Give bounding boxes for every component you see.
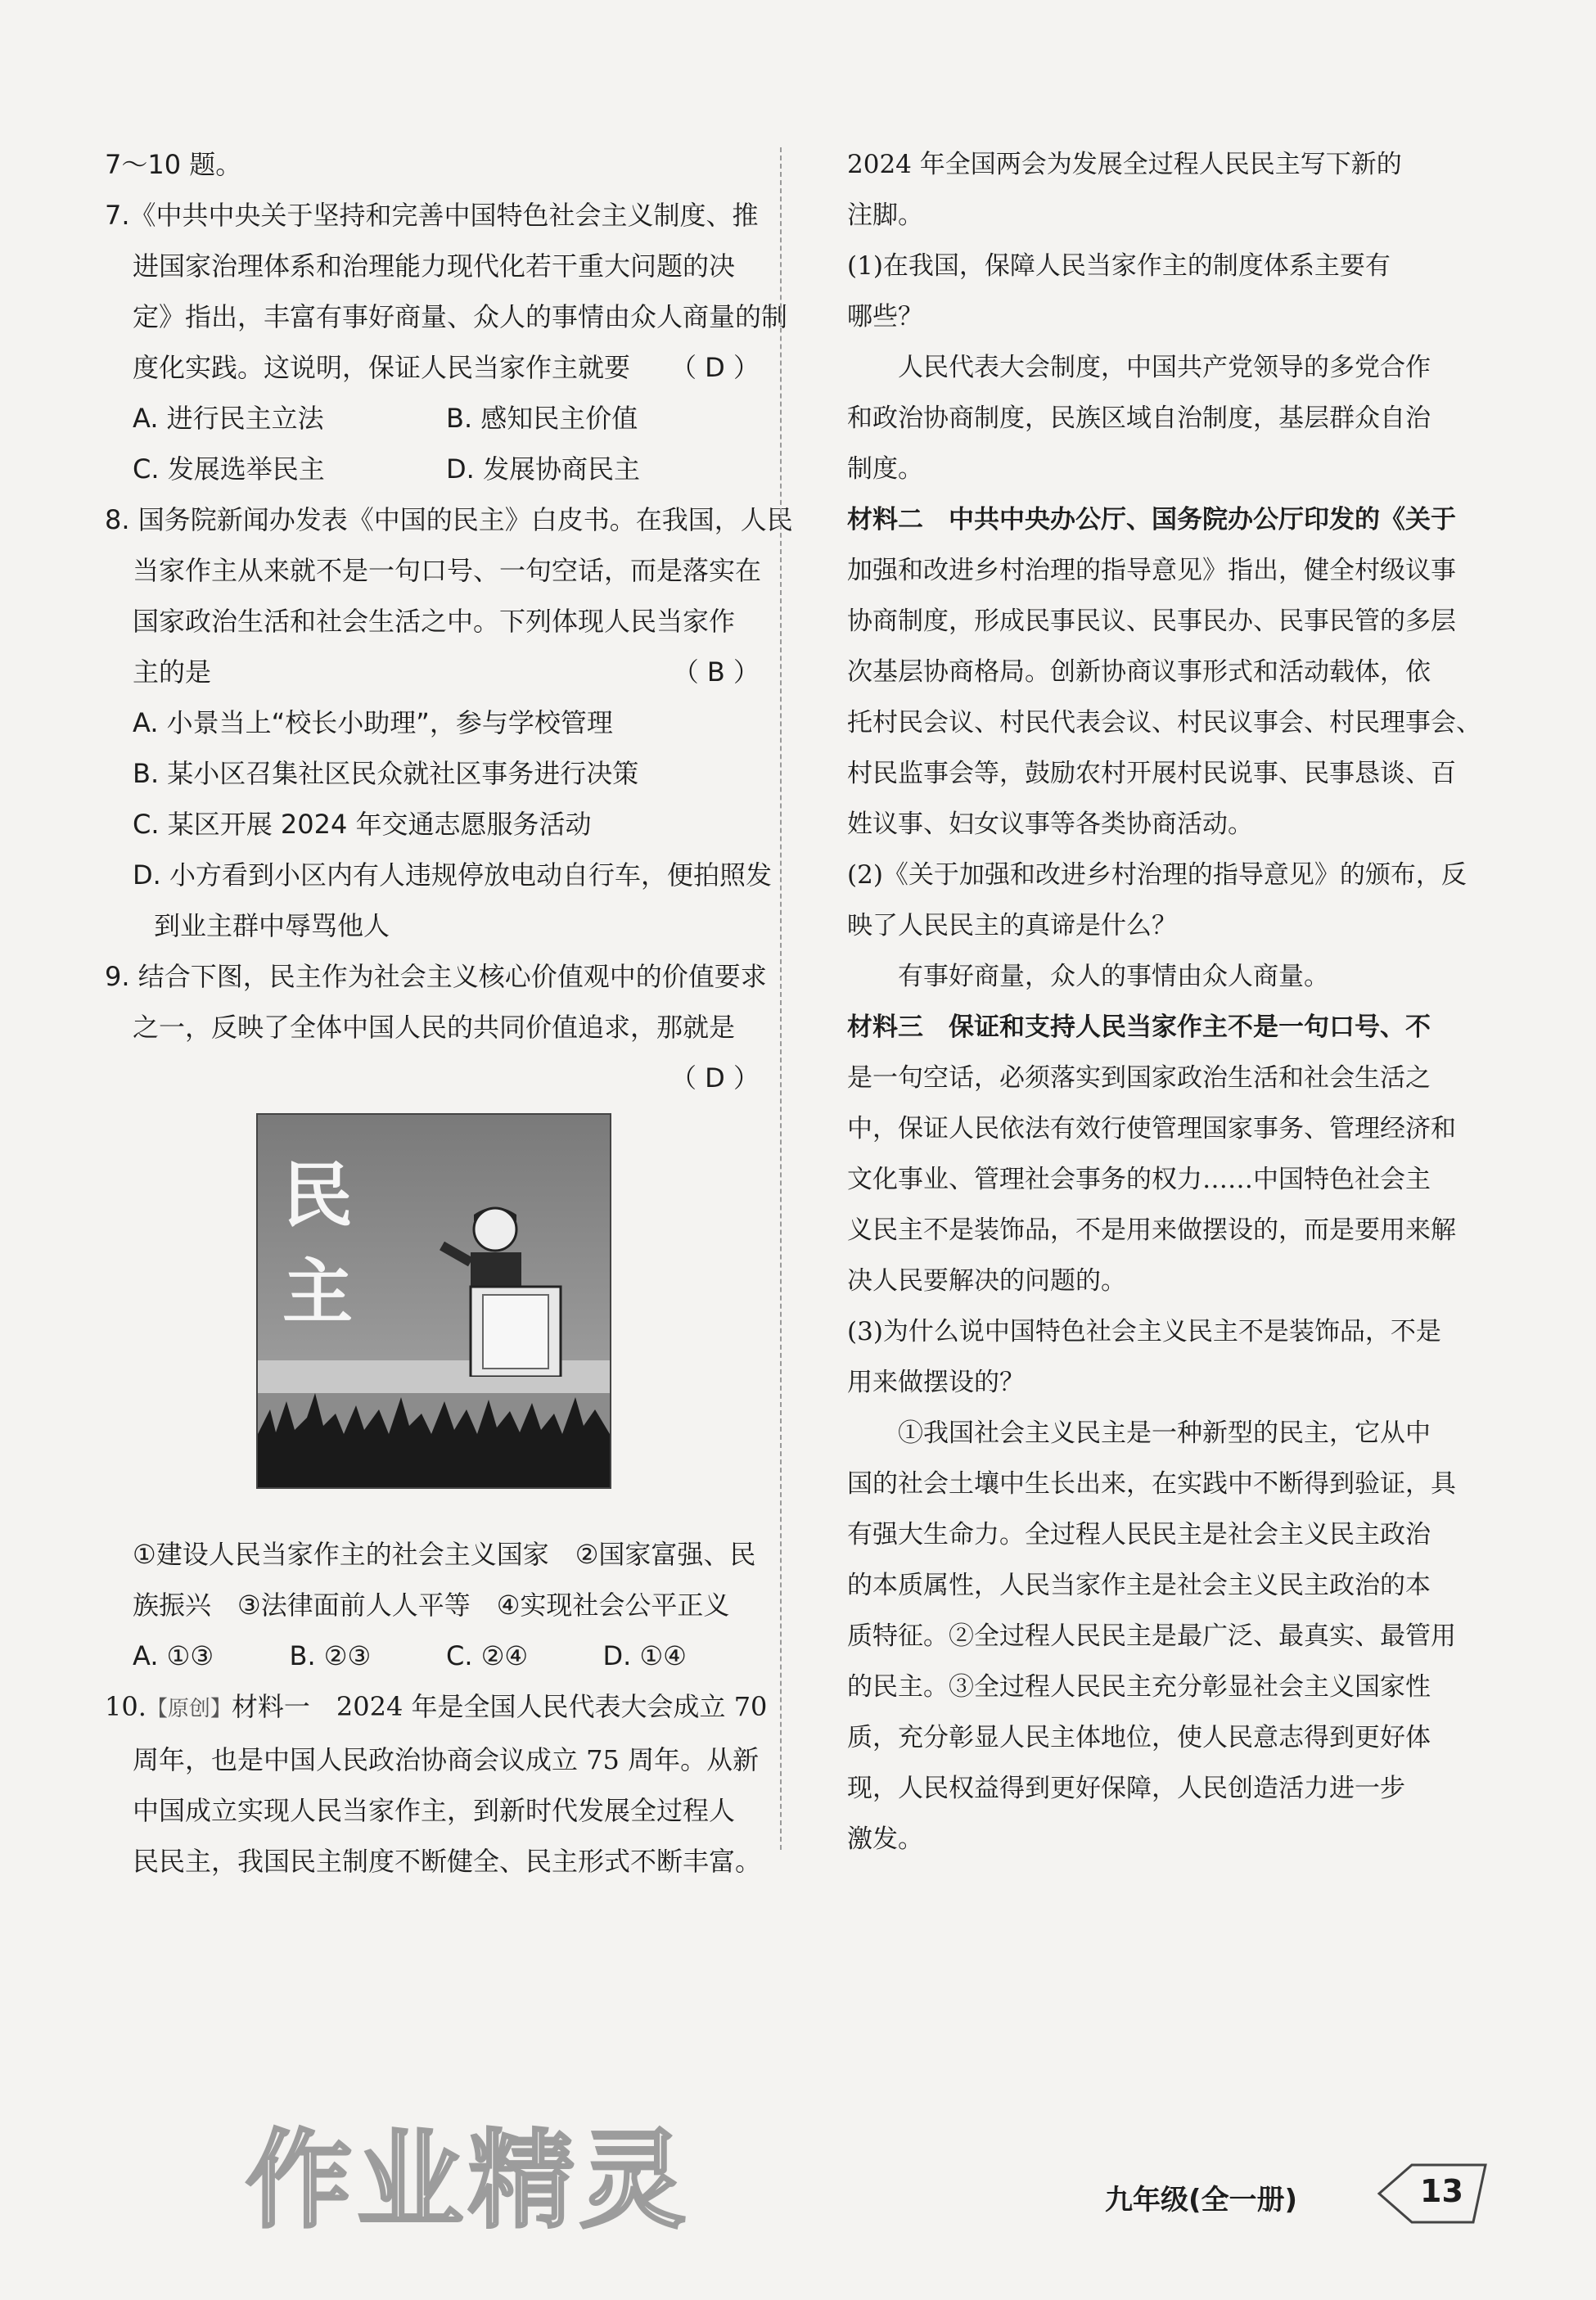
q7-option-d: D. 发展协商民主 bbox=[446, 453, 640, 485]
right-line-2: 注脚。 bbox=[847, 201, 923, 230]
speaker-at-podium-icon bbox=[438, 1188, 602, 1377]
q9-option-b: B. ②③ bbox=[289, 1640, 372, 1671]
q8-line-1: 8. 国务院新闻办发表《中国的民主》白皮书。在我国，人民 bbox=[105, 504, 793, 535]
q7-line-3: 定》指出，丰富有事好商量、众人的事情由众人商量的制 bbox=[133, 301, 788, 332]
right-line-19: 是一句空话，必须落实到国家政治生活和社会生活之 bbox=[847, 1063, 1431, 1093]
right-line-14: 姓议事、妇女议事等各类协商活动。 bbox=[847, 810, 1253, 839]
right-line-23: 决人民要解决的问题的。 bbox=[847, 1266, 1126, 1296]
q7-answer: （ D ） bbox=[670, 352, 760, 383]
q7-line-2: 进国家治理体系和治理能力现代化若干重大问题的决 bbox=[133, 250, 736, 282]
q7-option-c: C. 发展选举民主 bbox=[133, 453, 325, 485]
q8-option-c: C. 某区开展 2024 年交通志愿服务活动 bbox=[133, 809, 592, 840]
right-line-13: 村民监事会等，鼓励农村开展村民说事、民事恳谈、百 bbox=[847, 759, 1456, 788]
right-line-22: 义民主不是装饰品，不是用来做摆设的，而是要用来解 bbox=[847, 1215, 1456, 1245]
column-divider bbox=[780, 147, 782, 1850]
q8-option-d-cont: 到业主群中辱骂他人 bbox=[154, 910, 390, 941]
q10-line-3: 中国成立实现人民当家作主，到新时代发展全过程人 bbox=[133, 1795, 736, 1826]
right-line-33: 现，人民权益得到更好保障，人民创造活力进一步 bbox=[847, 1774, 1405, 1803]
grade-label: 九年级(全一册) bbox=[1105, 2184, 1298, 2217]
q7-line-1: 7.《中共中央关于坚持和完善中国特色社会主义制度、推 bbox=[105, 200, 759, 231]
right-line-31: 的民主。③全过程人民民主充分彰显社会主义国家性 bbox=[847, 1672, 1431, 1702]
q10-number: 10. bbox=[105, 1691, 147, 1722]
right-line-27: 国的社会土壤中生长出来，在实践中不断得到验证，具 bbox=[847, 1469, 1456, 1499]
question-7 bbox=[105, 190, 788, 494]
right-line-4: 哪些？ bbox=[847, 302, 923, 331]
right-line-25: 用来做摆设的？ bbox=[847, 1368, 1025, 1397]
q8-option-b: B. 某小区召集社区民众就社区事务进行决策 bbox=[133, 758, 639, 789]
right-line-15: (2)《关于加强和改进乡村治理的指导意见》的颁布，反 bbox=[847, 860, 1467, 890]
right-line-3: (1)在我国，保障人民当家作主的制度体系主要有 bbox=[847, 251, 1391, 281]
right-line-16: 映了人民民主的真谛是什么？ bbox=[847, 911, 1177, 940]
right-line-30: 质特征。②全过程人民民主是最广泛、最真实、最管用 bbox=[847, 1621, 1456, 1651]
right-line-10: 协商制度，形成民事民议、民事民办、民事民管的多层 bbox=[847, 607, 1456, 636]
q7-line-4: 度化实践。这说明，保证人民当家作主就要 bbox=[133, 352, 631, 383]
right-column bbox=[847, 139, 1486, 1865]
right-line-21: 文化事业、管理社会事务的权力……中国特色社会主 bbox=[847, 1165, 1431, 1194]
question-8 bbox=[105, 494, 793, 951]
watermark-text: 作业精灵 bbox=[246, 2118, 692, 2243]
q9-option-c: C. ②④ bbox=[446, 1640, 529, 1671]
democracy-sign-text: 民主 bbox=[282, 1155, 353, 1333]
right-line-7: 制度。 bbox=[847, 454, 923, 484]
right-line-20: 中，保证人民依法有效行使管理国家事务、管理经济和 bbox=[847, 1114, 1456, 1143]
q9-answer: （ D ） bbox=[670, 1062, 760, 1094]
right-line-28: 有强大生命力。全过程人民民主是社会主义民主政治 bbox=[847, 1520, 1431, 1549]
q9-line-2: 之一，反映了全体中国人民的共同价值追求，那就是 bbox=[133, 1012, 736, 1043]
right-line-24: (3)为什么说中国特色社会主义民主不是装饰品，不是 bbox=[847, 1317, 1441, 1346]
right-line-18: 材料三 保证和支持人民当家作主不是一句口号、不 bbox=[847, 1012, 1431, 1042]
q7-option-b: B. 感知民主价值 bbox=[446, 403, 638, 434]
q10-line-1: 材料一 2024 年是全国人民代表大会成立 70 bbox=[231, 1691, 768, 1722]
q8-option-d: D. 小方看到小区内有人违规停放电动自行车，便拍照发 bbox=[133, 859, 772, 891]
q10-line-2: 周年，也是中国人民政治协商会议成立 75 周年。从新 bbox=[133, 1744, 760, 1775]
democracy-illustration bbox=[256, 1113, 611, 1489]
q7-option-a: A. 进行民主立法 bbox=[133, 403, 324, 434]
right-line-26: ①我国社会主义民主是一种新型的民主，它从中 bbox=[847, 1418, 1431, 1448]
q9-option-d: D. ①④ bbox=[602, 1640, 687, 1671]
right-line-17: 有事好商量，众人的事情由众人商量。 bbox=[847, 962, 1329, 991]
q10-tag: 【原创】 bbox=[146, 1697, 232, 1721]
right-line-12: 托村民会议、村民代表会议、村民议事会、村民理事会、 bbox=[847, 708, 1481, 737]
right-line-6: 和政治协商制度，民族区域自治制度，基层群众自治 bbox=[847, 404, 1431, 433]
left-column bbox=[105, 139, 793, 1887]
right-line-9: 加强和改进乡村治理的指导意见》指出，健全村级议事 bbox=[847, 556, 1456, 585]
q8-line-2: 当家作主从来就不是一句口号、一句空话，而是落实在 bbox=[133, 555, 762, 586]
democracy-sign bbox=[282, 1148, 356, 1341]
right-line-32: 质，充分彰显人民主体地位，使人民意志得到更好体 bbox=[847, 1723, 1431, 1752]
right-line-29: 的本质属性，人民当家作主是社会主义民主政治的本 bbox=[847, 1571, 1431, 1600]
question-intro: 7～10 题。 bbox=[105, 149, 242, 180]
right-line-1: 2024 年全国两会为发展全过程人民民主写下新的 bbox=[847, 150, 1402, 179]
q9-line-1: 9. 结合下图，民主作为社会主义核心价值观中的价值要求 bbox=[105, 961, 767, 992]
q9-statements-1: ①建设人民当家作主的社会主义国家 ②国家富强、民 bbox=[133, 1539, 756, 1570]
right-line-8: 材料二 中共中央办公厅、国务院办公厅印发的《关于 bbox=[847, 505, 1456, 534]
q10-line-4: 民民主，我国民主制度不断健全、民主形式不断丰富。 bbox=[133, 1846, 762, 1877]
right-line-5: 人民代表大会制度，中国共产党领导的多党合作 bbox=[847, 353, 1431, 382]
q8-line-4: 主的是 bbox=[133, 656, 212, 688]
q8-answer: （ B ） bbox=[672, 656, 760, 688]
q9-option-a: A. ①③ bbox=[133, 1640, 214, 1671]
right-line-11: 次基层协商格局。创新协商议事形式和活动载体，依 bbox=[847, 657, 1431, 687]
page-number: 13 bbox=[1420, 2173, 1463, 2209]
q8-option-a: A. 小景当上“校长小助理”，参与学校管理 bbox=[133, 707, 613, 738]
q8-line-3: 国家政治生活和社会生活之中。下列体现人民当家作 bbox=[133, 606, 736, 637]
question-10 bbox=[105, 1681, 768, 1887]
q9-statements-2: 族振兴 ③法律面前人人平等 ④实现社会公平正义 bbox=[133, 1590, 730, 1621]
right-line-34: 激发。 bbox=[847, 1824, 923, 1854]
crowd-silhouette-icon bbox=[258, 1385, 610, 1487]
